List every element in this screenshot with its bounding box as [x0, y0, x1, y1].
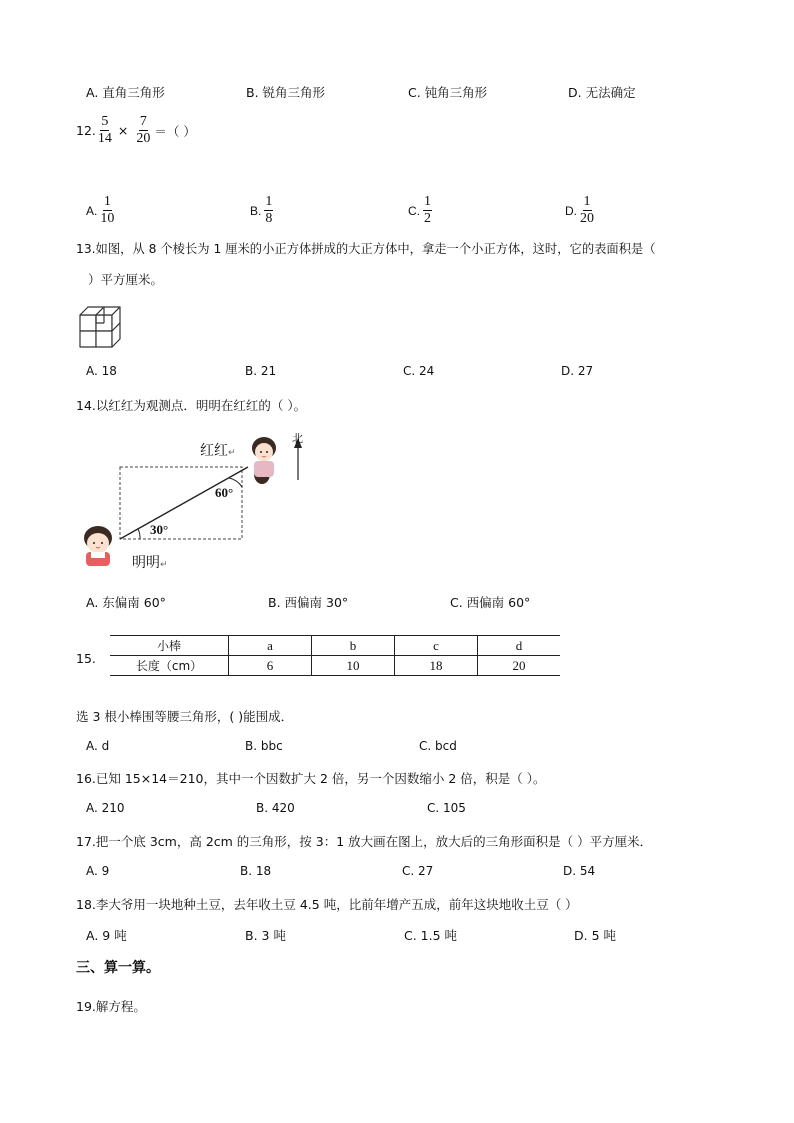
table-cell: d	[478, 636, 561, 656]
table-cell: 10	[312, 656, 395, 676]
q12-option-a-num: 1	[103, 194, 111, 209]
q14-direction-diagram	[78, 428, 318, 578]
q13-option-d: D. 27	[561, 364, 594, 378]
table-cell: 18	[395, 656, 478, 676]
q12-option-c-num: 1	[424, 194, 431, 209]
q18-option-a: A. 9 吨	[86, 928, 127, 943]
q12-option-c-fraction	[423, 195, 432, 226]
table-cell: 6	[229, 656, 312, 676]
q12-option-d-fraction	[580, 195, 594, 226]
q12-option-b-den: 8	[265, 211, 273, 226]
mingming-return-mark: ↵	[160, 560, 168, 570]
q12-option-b-fraction	[264, 195, 273, 226]
q12-tail: ＝（ ）	[154, 123, 196, 139]
q12-times: ×	[117, 123, 129, 138]
q12-option-d-num: 1	[583, 194, 591, 209]
q12-option-a-letter: A.	[86, 203, 98, 218]
q19-text: 19.解方程。	[76, 999, 146, 1014]
mingming-label	[132, 552, 168, 572]
q12-option-d-den: 20	[580, 211, 594, 226]
q15-option-a: A. d	[86, 739, 110, 753]
q12-option-d	[565, 195, 594, 226]
q14-option-a: A. 东偏南 60°	[86, 595, 166, 610]
q13-option-c: C. 24	[403, 364, 435, 378]
q14-option-b: B. 西偏南 30°	[268, 595, 349, 610]
q12-frac2-num: 7	[139, 114, 147, 129]
q18-option-d: D. 5 吨	[574, 928, 616, 943]
q12-option-c-den: 2	[424, 211, 431, 226]
q17-option-b: B. 18	[240, 864, 272, 878]
table-row-header	[110, 636, 560, 656]
q12-frac2-den: 20	[136, 131, 151, 146]
q16-option-a: A. 210	[86, 801, 125, 815]
q15-option-c: C. bcd	[419, 739, 457, 753]
q12-option-c	[408, 195, 432, 226]
q15-number: 15.	[76, 651, 96, 666]
q17-text: 17.把一个底 3cm，高 2cm 的三角形，按 3：1 放大画在图上，放大后的三角形面积是（ ）平方厘米．	[76, 834, 653, 849]
q12-fraction-1	[98, 115, 112, 146]
q15-text: 选 3 根小棒围等腰三角形，( )能围成．	[76, 709, 294, 724]
q14-text: 14.以红红为观测点．明明在红红的（ ）。	[76, 398, 307, 413]
table-cell: b	[312, 636, 395, 656]
section-title: 三、算一算。	[76, 960, 160, 976]
q12-frac1-den: 14	[97, 131, 112, 146]
mingming-name: 明明	[132, 555, 160, 571]
honghong-return-mark: ↵	[228, 448, 236, 458]
q16-text: 16.已知 15×14＝210，其中一个因数扩大 2 倍，另一个因数缩小 2 倍，积是（ ）。	[76, 771, 546, 786]
honghong-name: 红红	[200, 443, 228, 459]
mingming-avatar	[84, 526, 112, 566]
table-cell: 20	[478, 656, 561, 676]
q14-direction-figure	[78, 428, 318, 578]
q12-option-b	[250, 195, 273, 226]
q13-text-line2: ）平方厘米。	[88, 272, 164, 287]
q12-frac1-num: 5	[101, 114, 109, 129]
q15-sticks-table	[110, 635, 560, 676]
q12-option-b-num: 1	[265, 194, 273, 209]
q12-option-b-letter: B.	[250, 203, 262, 218]
q18-option-b: B. 3 吨	[245, 928, 286, 943]
q11-option-b: B. 锐角三角形	[246, 85, 326, 100]
table-cell: a	[229, 636, 312, 656]
q16-option-c: C. 105	[427, 801, 466, 815]
table-row	[110, 656, 560, 676]
q13-option-b: B. 21	[245, 364, 277, 378]
q12-option-a-fraction	[100, 195, 114, 226]
q18-option-c: C. 1.5 吨	[404, 928, 458, 943]
q17-option-a: A. 9	[86, 864, 110, 878]
q16-option-b: B. 420	[256, 801, 295, 815]
q17-option-d: D. 54	[563, 864, 596, 878]
q13-option-a: A. 18	[86, 364, 117, 378]
q18-text: 18.李大爷用一块地种土豆，去年收土豆 4.5 吨，比前年增产五成，前年这块地收土豆（ ）	[76, 897, 578, 912]
q14-option-c: C. 西偏南 60°	[450, 595, 531, 610]
q12-option-a-den: 10	[100, 211, 115, 226]
table-cell: 长度（cm）	[110, 656, 229, 676]
q11-option-d: D. 无法确定	[568, 85, 636, 100]
table-cell: 小棒	[110, 636, 229, 656]
q12-question	[76, 115, 196, 146]
honghong-label	[200, 440, 236, 460]
q12-option-a	[86, 195, 114, 226]
q12-fraction-2	[136, 115, 150, 146]
q13-cube-figure	[78, 303, 130, 349]
q12-option-c-letter: C.	[408, 203, 420, 218]
q13-text-line1: 13.如图，从 8 个棱长为 1 厘米的小正方体拼成的大正方体中，拿走一个小正方体，这时，它的表面积是（	[76, 242, 656, 256]
north-label: 北	[292, 432, 303, 445]
q17-option-c: C. 27	[402, 864, 434, 878]
q15-option-b: B. bbc	[245, 739, 283, 753]
angle-60-label: 60°	[215, 485, 234, 500]
q11-option-c: C. 钝角三角形	[408, 85, 488, 100]
angle-30-label: 30°	[150, 522, 169, 537]
q11-option-a: A. 直角三角形	[86, 85, 165, 100]
q12-number: 12.	[76, 123, 96, 138]
q12-option-d-letter: D.	[565, 203, 577, 218]
honghong-avatar	[252, 437, 276, 484]
table-cell: c	[395, 636, 478, 656]
